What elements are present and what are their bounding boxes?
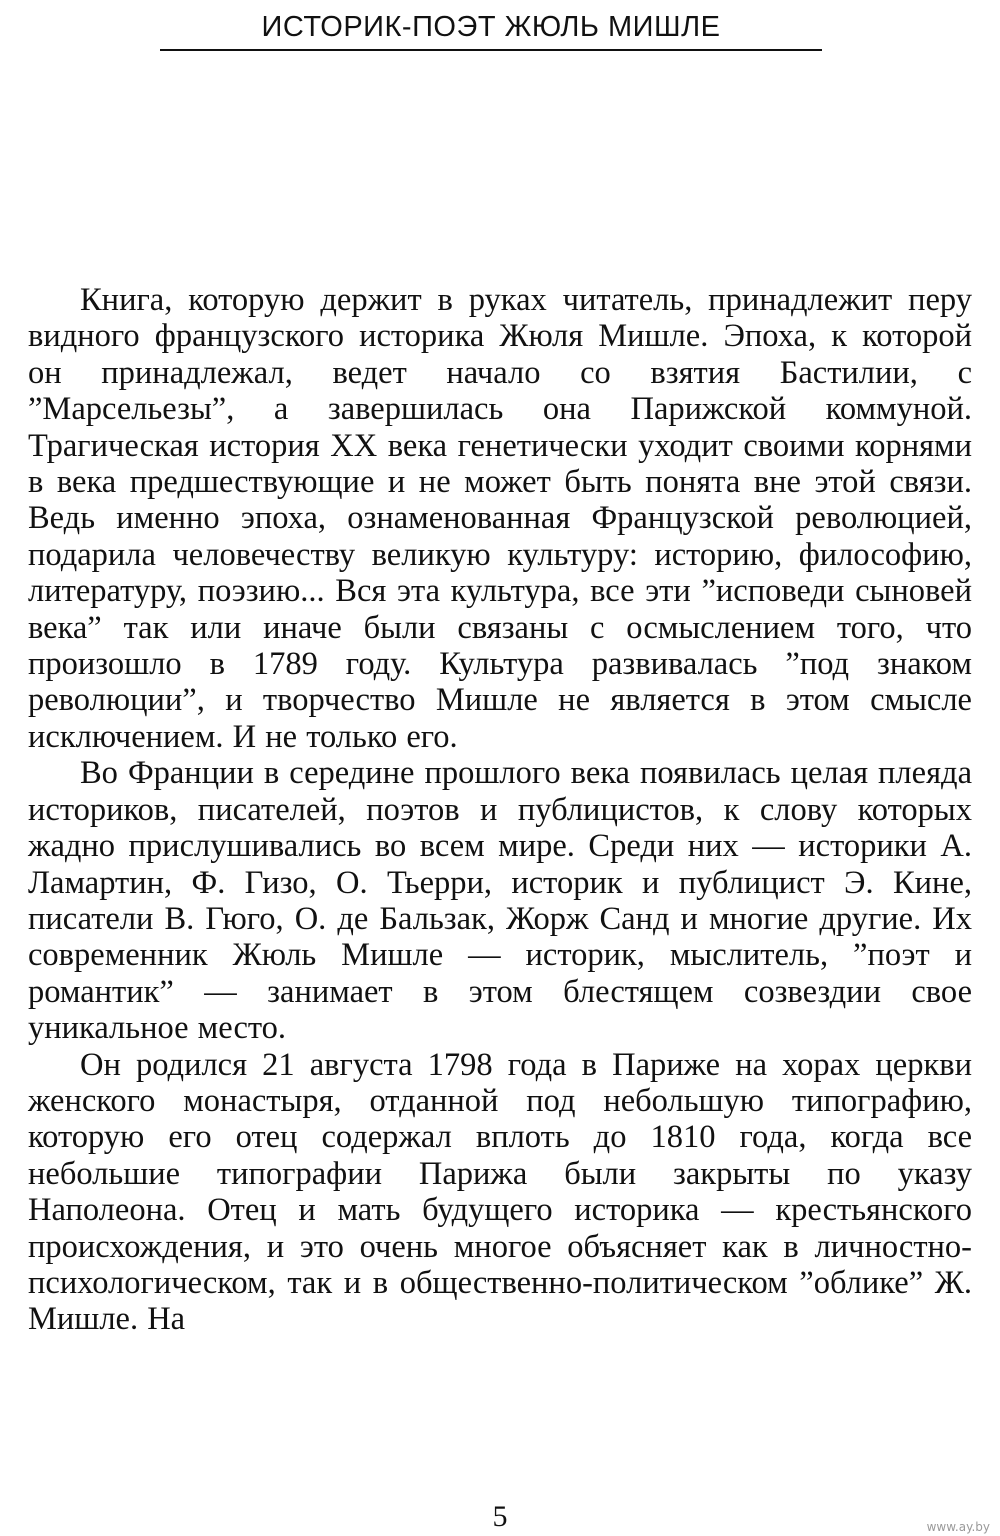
running-header	[160, 8, 822, 51]
page-number: 5	[492, 1500, 508, 1533]
watermark: www.ay.by	[926, 1520, 990, 1534]
header-rule	[160, 49, 822, 51]
body-text	[28, 282, 972, 1338]
paragraph: Книга, которую держит в руках читатель, принадлежит перу видного французского историка Жюля Мишле. Эпоха, к которой он принадлежал, ведет начало со взятия Бастилии, с ”Марсельезы”, а завершилась она Парижской коммуной. Трагическая история XX века генетически уходит своими корнями в века предшествующие и не может быть понята вне этой связи. Ведь именно эпоха, ознаменованная Французской революцией, подарила человечеству великую культуру: историю, философию, литературу, поэзию... Вся эта культура, все эти ”исповеди сыновей века” так или иначе были связаны с осмыслением того, что произошло в 1789 году. Культура развивалась ”под знаком революции”, и творчество Мишле не является в этом смысле исключением. И не только его.	[28, 282, 972, 755]
paragraph: Он родился 21 августа 1798 года в Париже на хорах церкви женского монастыря, отданной под небольшую типографию, которую его отец содержал вплоть до 1810 года, когда все небольшие типографии Парижа были закрыты по указу Наполеона. Отец и мать будущего историка — крестьянского происхождения, и это очень многое объясняет как в личностно-психологическом, так и в общественно-политическом ”облике” Ж. Мишле. На	[28, 1046, 972, 1338]
paragraph: Во Франции в середине прошлого века появилась целая плеяда историков, писателей, поэтов и публицистов, к слову которых жадно прислушивались во всем мире. Среди них — историки А. Ламартин, Ф. Гизо, О. Тьерри, историк и публицист Э. Кине, писатели В. Гюго, О. де Бальзак, Жорж Санд и многие другие. Их современник Жюль Мишле — историк, мыслитель, ”поэт и романтик” — занимает в этом блестящем созвездии свое уникальное место.	[28, 755, 972, 1047]
page-title: ИСТОРИК-ПОЭТ ЖЮЛЬ МИШЛЕ	[261, 11, 721, 43]
